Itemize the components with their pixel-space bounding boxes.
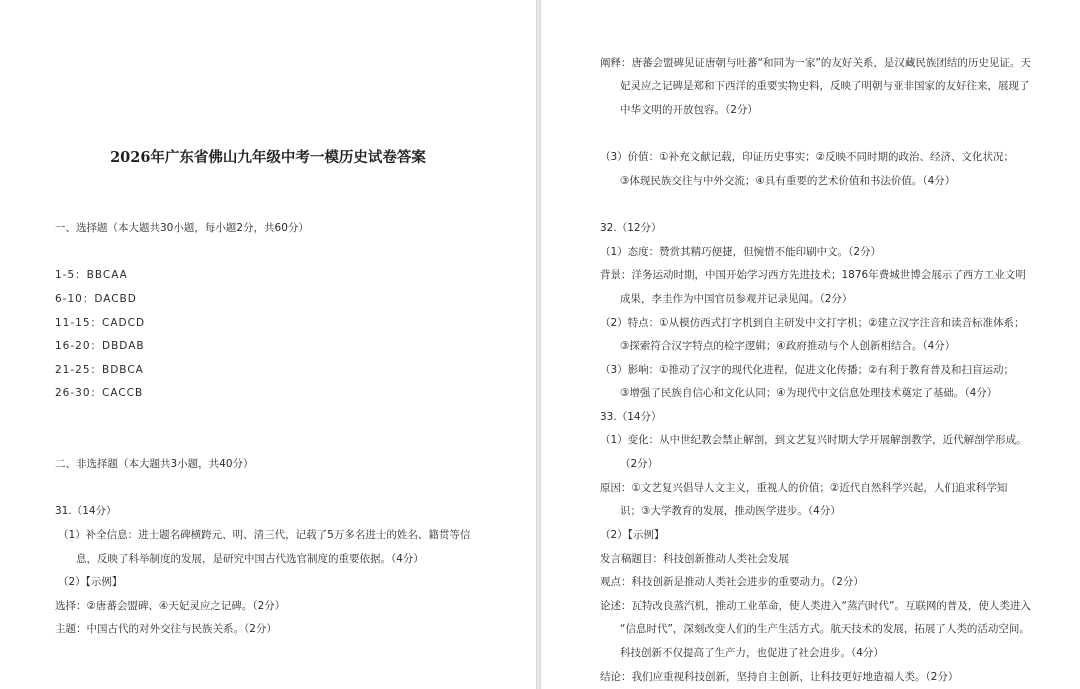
q33-argument-line1: 论述：瓦特改良蒸汽机，推动工业革命，使人类进入“蒸汽时代”。互联网的普及，使人类进入 [600, 600, 1031, 612]
q33-viewpoint: 观点：科技创新是推动人类社会进步的重要动力。（2分） [600, 576, 864, 588]
answer-line-5: 21-25：BDBCA [55, 364, 144, 376]
explain-line1: 阐释：唐蕃会盟碑见证唐朝与吐蕃“和同为一家”的友好关系，是汉藏民族团结的历史见证。天 [600, 57, 1031, 69]
explain-line2: 妃灵应之记碑是郑和下西洋的重要实物史料，反映了明朝与亚非国家的友好往来，展现了 [620, 80, 1030, 92]
answer-line-6: 26-30：CACCB [55, 387, 144, 399]
left-page [0, 0, 536, 689]
q33-part1-line1: （1）变化：从中世纪教会禁止解剖，到文艺复兴时期大学开展解剖教学，近代解剖学形成。 [600, 434, 1027, 446]
q31-part1-line2: 息，反映了科举制度的发展，是研究中国古代选官制度的重要依据。（4分） [76, 553, 424, 565]
q31-part3-line1: （3）价值：①补充文献记载，印证历史事实；②反映不同时期的政治、经济、文化状况； [600, 151, 1015, 163]
q33-argument-line3: 科技创新不仅提高了生产力，也促进了社会进步。（4分） [620, 647, 884, 659]
answer-line-3: 11-15：CADCD [55, 317, 146, 329]
document-title: 2026年广东省佛山九年级中考一模历史试卷答案 [110, 149, 426, 166]
q31-topic: 主题：中国古代的对外交往与民族关系。（2分） [55, 623, 277, 635]
q32-background-line2: 成果，李圭作为中国官员参观并记录见闻。（2分） [620, 293, 853, 305]
q31-part1-line1: （1）补全信息：进士题名碑横跨元、明、清三代，记载了5万多名进士的姓名、籍贯等信 [58, 529, 471, 541]
q33-part1-line2: （2分） [620, 458, 659, 470]
q32-background-line1: 背景：洋务运动时期，中国开始学习西方先进技术；1876年费城世博会展示了西方工业文明 [600, 269, 1026, 281]
explain-line3: 中华文明的开放包容。（2分） [620, 104, 758, 116]
answer-line-4: 16-20：DBDAB [55, 340, 145, 352]
section-choice-heading: 一、选择题（本大题共30小题，每小题2分，共60分） [55, 222, 309, 234]
q32-part1: （1）态度：赞赏其精巧便捷，但惋惜不能印刷中文。（2分） [600, 246, 882, 258]
q33-part2-label: （2）【示例】 [600, 529, 665, 541]
q31-choose: 选择：②唐蕃会盟碑、④天妃灵应之记碑。（2分） [55, 600, 286, 612]
q33-reason-line2: 识；③大学教育的发展，推动医学进步。（4分） [620, 505, 841, 517]
q31-heading: 31.（14分） [55, 505, 117, 517]
q32-part3-line1: （3）影响：①推动了汉字的现代化进程，促进文化传播；②有利于教育普及和扫盲运动； [600, 364, 1015, 376]
q32-part2-line2: ③探索符合汉字特点的检字逻辑；④政府推动与个人创新相结合。（4分） [620, 340, 956, 352]
section-nonchoice-heading: 二、非选择题（本大题共3小题，共40分） [55, 458, 254, 470]
q33-conclusion: 结论：我们应重视科技创新，坚持自主创新，让科技更好地造福人类。（2分） [600, 671, 959, 683]
right-page [541, 0, 1080, 689]
q33-argument-line2: “信息时代”，深刻改变人们的生产生活方式。航天技术的发展，拓展了人类的活动空间。 [620, 623, 1030, 635]
q33-speech-title: 发言稿题目：科技创新推动人类社会发展 [600, 553, 789, 565]
q31-part3-line2: ③体现民族交往与中外交流；④具有重要的艺术价值和书法价值。（4分） [620, 175, 956, 187]
q33-reason-line1: 原因：①文艺复兴倡导人文主义，重视人的价值；②近代自然科学兴起，人们追求科学知 [600, 482, 1008, 494]
q32-part2-line1: （2）特点：①从模仿西式打字机到自主研发中文打字机；②建立汉字注音和读音标准体系； [600, 317, 1025, 329]
q31-part2-label: （2）【示例】 [58, 576, 123, 588]
q32-heading: 32.（12分） [600, 222, 662, 234]
q32-part3-line2: ③增强了民族自信心和文化认同；④为现代中文信息处理技术奠定了基础。（4分） [620, 387, 998, 399]
q33-heading: 33.（14分） [600, 411, 662, 423]
answer-line-2: 6-10：DACBD [55, 293, 137, 305]
answer-line-1: 1-5：BBCAA [55, 269, 128, 281]
